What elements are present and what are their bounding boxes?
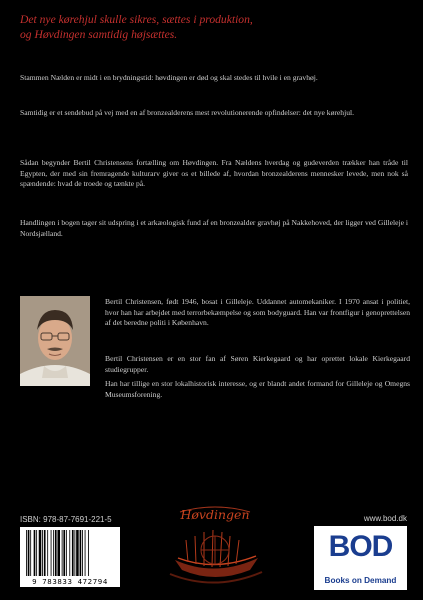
bod-logo-tagline: Books on Demand [324, 576, 397, 585]
blurb-paragraph-3: Sådan begynder Bertil Christensens fortælling om Høvdingen. Fra Nældens hverdag og gudeverden trækker han tråde til Egypten, der med sin fremragende kulturarv giver os et billede af, hvordan bronzealderens mennesker levede, men nok så spændende: hvad de troede og tænkte på. [20, 158, 408, 189]
blurb-paragraph-1: Stammen Nælden er midt i en brydningstid: høvdingen er død og skal stedes til hvile i en gravhøj. [20, 73, 318, 82]
blurb-paragraph-2: Samtidig er et sendebud på vej med en af bronzealderens mest revolutionerende opfindelser: det nye kørehjul. [20, 108, 355, 117]
barcode [20, 527, 120, 587]
author-bio-3: Han har tillige en stor lokalhistorisk interesse, og er blandt andet formand for Gilleleje og Omegns Museumsforening. [105, 379, 410, 399]
isbn-label: ISBN: 978-87-7691-221-5 [20, 515, 112, 524]
author-bio-2: Bertil Christensen er en stor fan af Søren Kierkegaard og har oprettet lokale Kierkegaard studiegrupper. [105, 354, 410, 374]
tagline [20, 12, 410, 42]
hovdingen-logo [160, 500, 270, 592]
barcode-number: 9 783833 472794 [32, 577, 108, 586]
logo-title: Høvdingen [180, 507, 250, 522]
tagline-line-1: Det nye kørehjul skulle sikres, sættes i produktion, [20, 13, 253, 26]
author-bio-1: Bertil Christensen, født 1946, bosat i Gilleleje. Uddannet automekaniker. I 1970 ansat i politiet, hvor han har arbejdet med terrorbekæmpelse og som bodyguard. Han var frontfigur i genoprettelsen af det beredne politi i København. [105, 297, 410, 328]
website-url[interactable]: www.bod.dk [363, 514, 407, 523]
author-photo [20, 296, 90, 386]
tagline-line-2: og Høvdingen samtidig højsættes. [20, 28, 178, 41]
blurb-paragraph-4: Handlingen i bogen tager sit udspring i et arkæologisk fund af en bronzealder gravhøj på Nakkehoved, der ligger ved Gilleleje i Nordsjælland. [20, 218, 408, 238]
bod-logo-letters: BOD [328, 530, 393, 563]
bod-logo [314, 526, 407, 590]
